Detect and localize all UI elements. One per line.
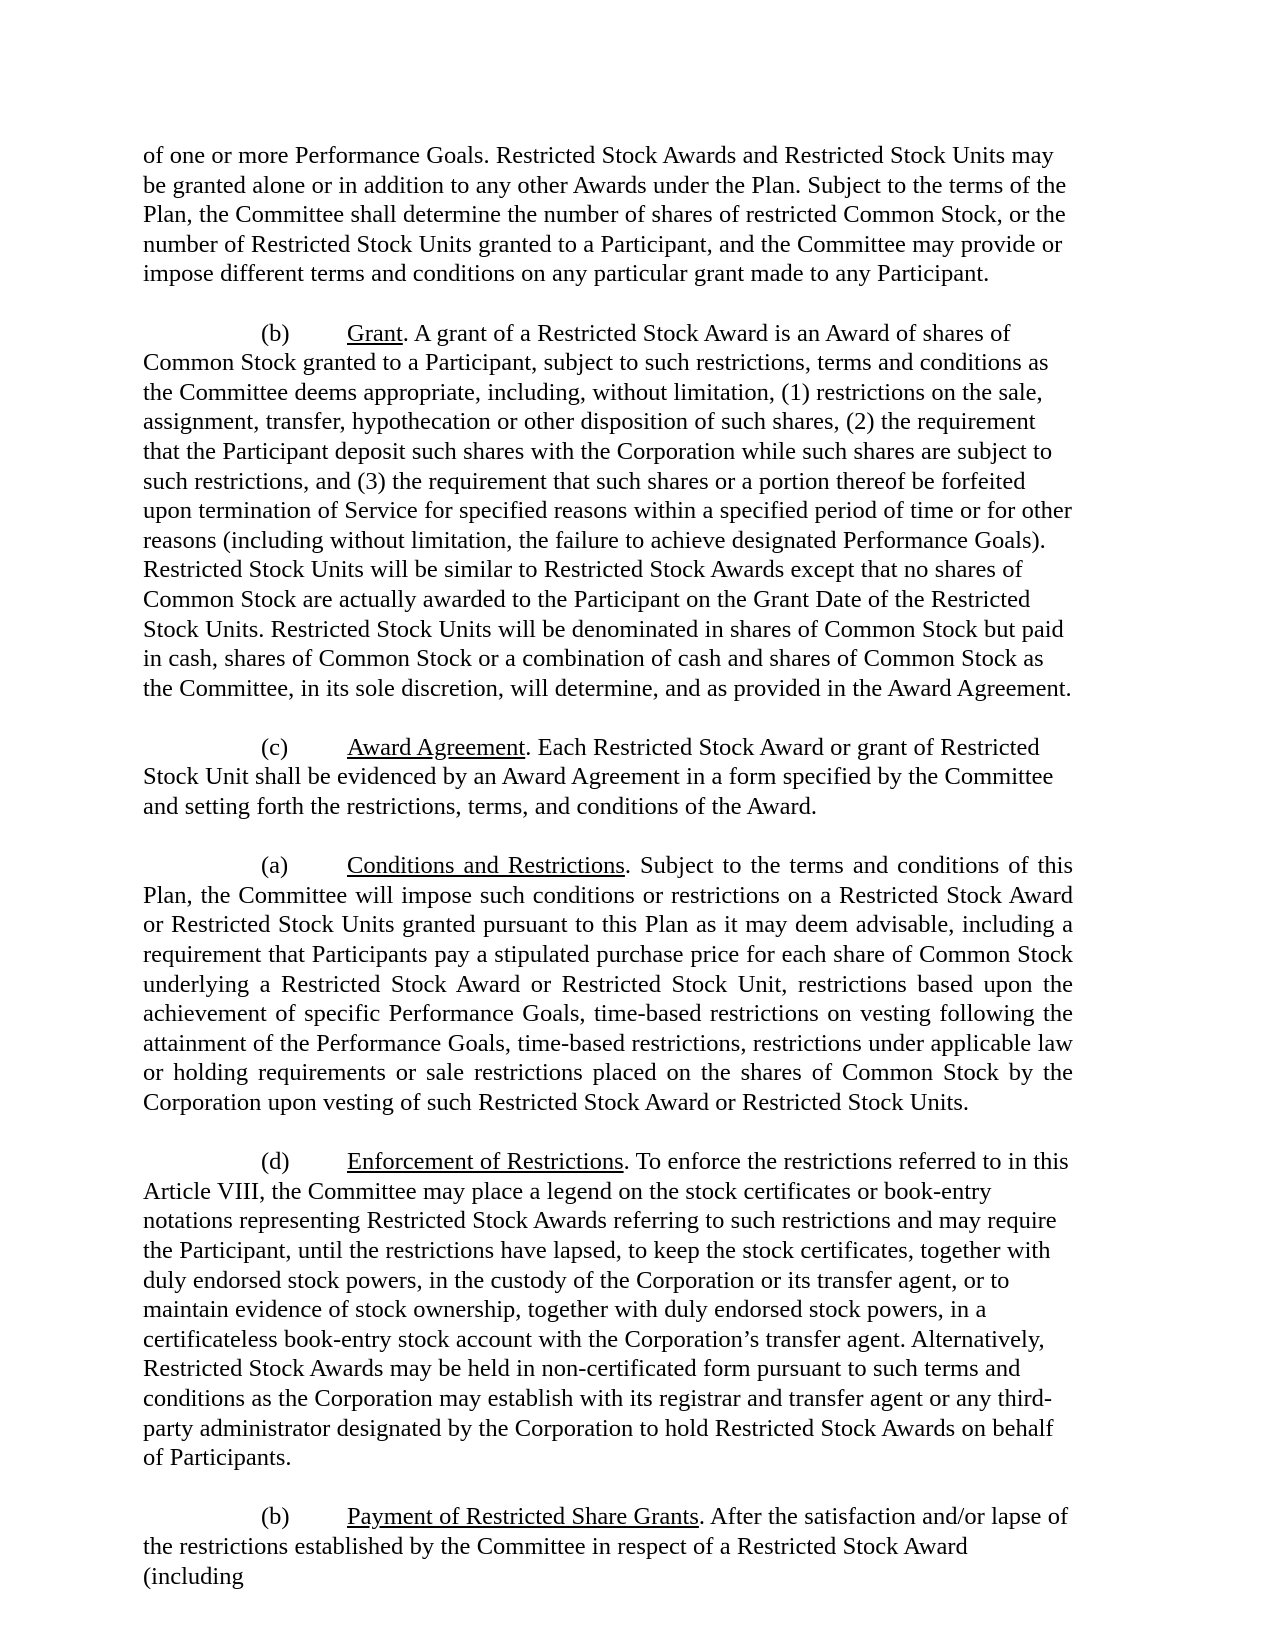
paragraph-body: . After the satisfaction and/or lapse of the restrictions established by the Committee in respect of a Restricted Stock Award (including xyxy=(143,1503,1069,1590)
paragraph-run-in-title: Conditions and Restrictions xyxy=(347,852,625,880)
paragraph-body: of one or more Performance Goals. Restricted Stock Awards and Restricted Stock Units may be granted alone or in addition to any other Awards under the Plan. Subject to the terms of the Plan, the Committee shall determine the number of shares of restricted Common Stock, or the number of Restricted Stock Units granted to a Participant, and the Committee may provide or impose different terms and conditions on any particular grant made to any Participant. xyxy=(143,142,1067,288)
paragraph-run-in-title: Grant xyxy=(347,319,403,347)
paragraph-enumerator: (d) xyxy=(261,1148,290,1176)
paragraph-enumerator: (b) xyxy=(261,319,290,347)
paragraph-body: . Each Restricted Stock Award or grant of Restricted Stock Unit shall be evidenced by an Award Agreement in a form specified by the Committee and setting forth the restrictions, terms, and conditions of the Award. xyxy=(143,733,1054,821)
paragraph-award-agreement xyxy=(143,733,1073,822)
paragraph-grant xyxy=(143,319,1073,704)
paragraph-run-in-title: Enforcement of Restrictions xyxy=(347,1148,624,1176)
paragraph-enumerator: (a) xyxy=(261,852,289,880)
paragraph-enumerator: (c) xyxy=(261,733,289,761)
paragraph-run-in-title: Award Agreement xyxy=(347,733,526,761)
paragraph-run-in-title: Payment of Restricted Share Grants xyxy=(347,1503,699,1531)
paragraph-continuation-performance-goals xyxy=(143,141,1073,289)
paragraph-enumerator: (b) xyxy=(261,1503,290,1531)
paragraph-payment-of-restricted-share-grants xyxy=(143,1502,1073,1591)
paragraph-body: . A grant of a Restricted Stock Award is an Award of shares of Common Stock granted to a Participant, subject to such restrictions, terms and conditions as the Committee deems appropriate, including, without limitation, (1) restrictions on the sale, assignment, transfer, hypothecation or other disposition of such shares, (2) the requirement that the Participant deposit such shares with the Corporation while such shares are subject to such restrictions, and (3) the requirement that such shares or a portion thereof be forfeited upon termination of Service for specified reasons within a specified period of time or for other reasons (including without limitation, the failure to achieve designated Performance Goals). Restricted Stock Units will be similar to Restricted Stock Awards except that no shares of Common Stock are actually awarded to the Participant on the Grant Date of the Restricted Stock Units. Restricted Stock Units will be denominated in shares of Common Stock but paid in cash, shares of Common Stock or a combination of cash and shares of Common Stock as the Committee, in its sole discretion, will determine, and as provided in the Award Agreement. xyxy=(143,319,1072,702)
page-text-block xyxy=(143,141,1073,1591)
paragraph-enforcement-of-restrictions xyxy=(143,1147,1073,1473)
paragraph-conditions-and-restrictions xyxy=(143,851,1073,1117)
paragraph-body: . To enforce the restrictions referred to in this Article VIII, the Committee may place a legend on the stock certificates or book-entry notations representing Restricted Stock Awards referring to such restrictions and may require the Participant, until the restrictions have lapsed, to keep the stock certificates, together with duly endorsed stock powers, in the custody of the Corporation or its transfer agent, or to maintain evidence of stock ownership, together with duly endorsed stock powers, in a certificateless book-entry stock account with the Corporation’s transfer agent. Alternatively, Restricted Stock Awards may be held in non-certificated form pursuant to such terms and conditions as the Corporation may establish with its registrar and transfer agent or any third-party administrator designated by the Corporation to hold Restricted Stock Awards on behalf of Participants. xyxy=(143,1148,1069,1472)
paragraph-body: . Subject to the terms and conditions of this Plan, the Committee will impose such conditions or restrictions on a Restricted Stock Award or Restricted Stock Units granted pursuant to this Plan as it may deem advisable, including a requirement that Participants pay a stipulated purchase price for each share of Common Stock underlying a Restricted Stock Award or Restricted Stock Unit, restrictions based upon the achievement of specific Performance Goals, time-based restrictions on vesting following the attainment of the Performance Goals, time-based restrictions, restrictions under applicable law or holding requirements or sale restrictions placed on the shares of Common Stock by the Corporation upon vesting of such Restricted Stock Award or Restricted Stock Units. xyxy=(143,852,1073,1116)
